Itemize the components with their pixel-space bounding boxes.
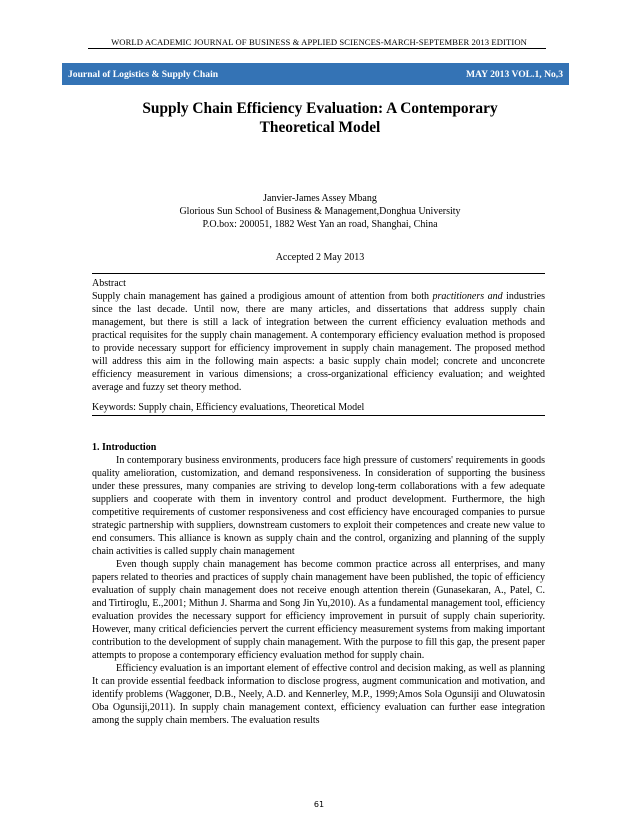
paragraph: Even though supply chain management has become common practice across all enterprises, and many papers related to theories and practices of supply chain management have been published, the topic of efficiency evaluation of supply chain management does not receive enough attention therein (Gunasekaran, A., Patel, C. and Tirtiroglu, E.,2001; Mithun J. Sharma and Song Jin Yu,2010). As a fundamental management tool, efficiency evaluation provides the necessary support for efficiency improvement in pursuit of supply chain superiority. However, many critical deficiencies pervert the current efficiency measurement systems from making important contribution to the development of supply chain management. With the purpose to fill this gap, the present paper attempts to propose a contemporary efficiency evaluation method for supply chain. xyxy=(92,559,545,661)
title-line-2: Theoretical Model xyxy=(259,119,381,136)
abstract-text-rest: industries since the last decade. Until now, there are many articles, and dissertations that address supply chain management, but there is still a lack of integration between the current efficiency evaluation methods and practical requisites for the supply chain management. A contemporary efficiency evaluation method is proposed to provide necessary support for efficiency improvement in supply chain management. The proposed method will address this aim in the following main aspects: a basic supply chain model; concrete and unconcrete efficiency measurement in various dimensions; a cross-organizational efficiency evaluation; and weighted average and fuzzy set theory method. xyxy=(92,291,545,393)
abstract-section xyxy=(92,277,545,394)
abstract-bottom-rule xyxy=(92,415,545,416)
address: P.O.box: 200051, 1882 West Yan an road, Shanghai, China xyxy=(202,219,438,230)
journal-banner xyxy=(62,63,569,85)
title-line-1: Supply Chain Efficiency Evaluation: A Contemporary xyxy=(142,100,498,117)
author-block xyxy=(92,192,548,231)
abstract-text-start: Supply chain management has gained a prodigious amount of attention from both xyxy=(92,291,433,302)
abstract-heading: Abstract xyxy=(92,278,126,289)
paragraph: Efficiency evaluation is an important element of effective control and decision making, as well as planning It can provide essential feedback information to disclose progress, augment communication and motivation, and identify problems (Waggoner, D.B., Neely, A.D. and Kennerley, M.P., 1999;Amos Sola Ogunsiji and Oluwatosin Oba Ogunsiji,2011). In supply chain management context, efficiency evaluation can further ease integration among the supply chain members. The evaluation results xyxy=(92,663,545,726)
issue-info: MAY 2013 VOL.1, No,3 xyxy=(466,68,563,80)
paper-title xyxy=(92,99,548,137)
section-heading: 1. Introduction xyxy=(92,442,157,453)
journal-name: Journal of Logistics & Supply Chain xyxy=(68,68,219,80)
header-rule xyxy=(88,48,546,49)
keywords: Keywords: Supply chain, Efficiency evaluations, Theoretical Model xyxy=(92,402,365,413)
page-number: 61 xyxy=(313,800,325,809)
paragraph: In contemporary business environments, producers face high pressure of customers' requirements in goods quality amelioration, customization, and demand responsiveness. In consideration of supporting the business under these pressures, many companies are striving to develop long-term collaborations with a few adequate suppliers and cooperate with them in inventory control and product development. Furthermore, the high competitive requirements of customer responsiveness and cost efficiency have encouraged companies to pursue strategic partnership with suppliers, downstream customers to exploit their competences and create new value to end consumers. This alliance is known as supply chain and the control, organizing and planning of the supply chain activities is called supply chain management xyxy=(92,455,545,557)
accepted-date: Accepted 2 May 2013 xyxy=(275,252,365,263)
abstract-italic-text: practitioners and xyxy=(432,291,503,302)
affiliation: Glorious Sun School of Business & Management,Donghua University xyxy=(179,206,461,217)
abstract-top-rule xyxy=(92,273,545,274)
edition-header: WORLD ACADEMIC JOURNAL OF BUSINESS & APPLIED SCIENCES-MARCH-SEPTEMBER 2013 EDITION xyxy=(111,37,527,47)
abstract-body xyxy=(92,290,545,394)
introduction-section xyxy=(92,441,545,727)
author-name: Janvier-James Assey Mbang xyxy=(263,193,377,204)
